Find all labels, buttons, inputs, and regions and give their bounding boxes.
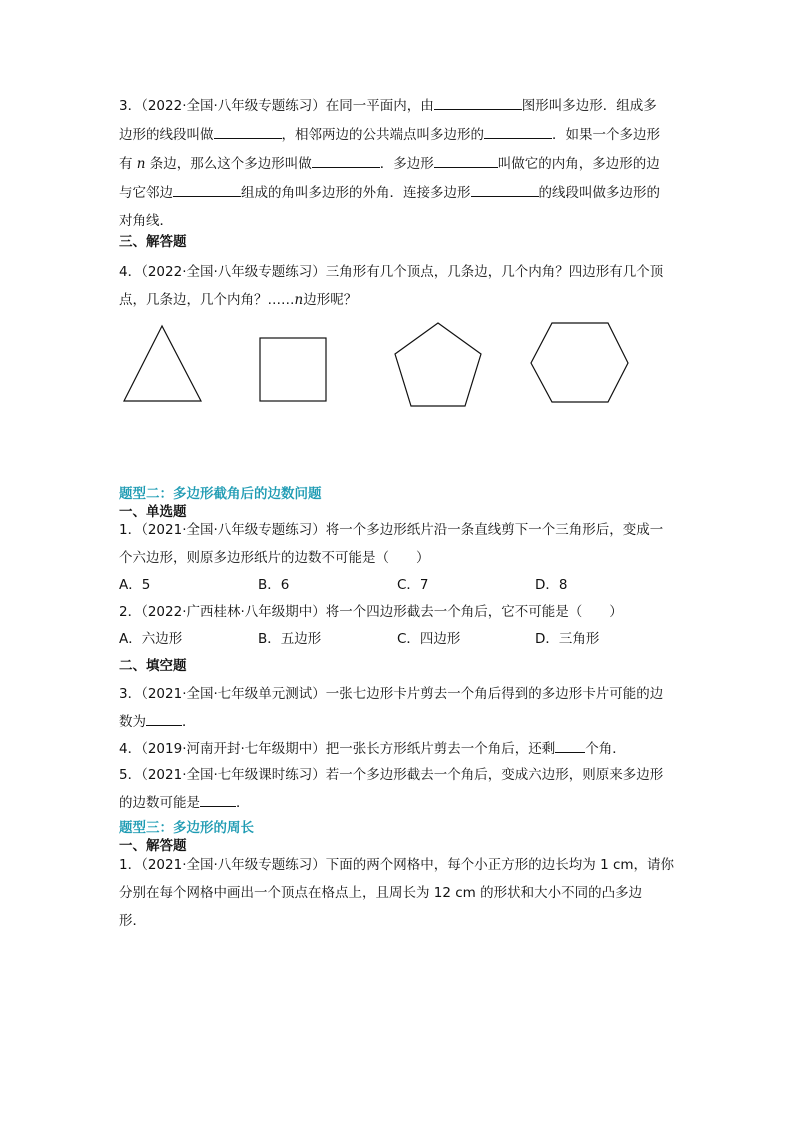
t2q5-line-1: 5．（2021·全国·七年级课时练习）若一个多边形截去一个角后，变成六边形，则原来多边形 (119, 767, 664, 783)
pentagon-icon (395, 323, 481, 406)
t2q5-text: ． (236, 795, 250, 811)
hexagon-icon (531, 323, 628, 402)
section-heading: 三、解答题 (119, 234, 187, 250)
section-heading: 一、单选题 (119, 504, 187, 520)
t2q5-line-2 (119, 792, 250, 813)
q3-text: ．多边形 (379, 156, 434, 172)
q3-text: 叫做它的内角，多边形的边 (497, 156, 660, 172)
t3q1-line-2: 分别在每个网格中画出一个顶点在格点上，且周长为 12 cm 的形状和大小不同的凸多边 (119, 885, 643, 901)
triangle-icon (124, 326, 201, 401)
square-icon (260, 338, 326, 401)
t2q4-text: 个角． (585, 741, 626, 757)
option-d[interactable]: D．三角形 (535, 631, 600, 647)
q3-text: 条边，那么这个多边形叫做 (149, 156, 312, 172)
option-b[interactable]: B．6 (258, 577, 290, 593)
option-a[interactable]: A．六边形 (119, 631, 183, 647)
t2q5-text: 的边数可能是 (119, 795, 200, 811)
q3-text: 组成的角叫多边形的外角．连接多边形 (241, 185, 471, 201)
option-d[interactable]: D．8 (535, 577, 568, 593)
q4-line-1: 4．（2022·全国·八年级专题练习）三角形有几个顶点，几条边，几个内角？四边形有几个顶 (119, 264, 664, 280)
t2q4-line (119, 738, 626, 759)
t2q1-line-1: 1．（2021·全国·八年级专题练习）将一个多边形纸片沿一条直线剪下一个三角形后，变成一 (119, 522, 664, 538)
q3-text: ．如果一个多边形 (552, 127, 660, 143)
t2q2-line-1: 2．（2022·广西桂林·八年级期中）将一个四边形截去一个角后，它不可能是（ ） (119, 604, 623, 620)
topic-heading: 题型二：多边形截角后的边数问题 (119, 486, 322, 502)
q3-text: 3．（2022·全国·八年级专题练习）在同一平面内，由 (119, 98, 434, 114)
t3q1-line-1: 1．（2021·全国·八年级专题练习）下面的两个网格中，每个小正方形的边长均为 1 cm，请你 (119, 857, 675, 873)
answer-blank[interactable] (555, 738, 585, 753)
section-heading: 一、解答题 (119, 838, 187, 854)
q4-text: 点，几条边，几个内角？…… (119, 292, 295, 308)
t2q1-line-2: 个六边形，则原多边形纸片的边数不可能是（ ） (119, 550, 430, 566)
section-heading: 二、填空题 (119, 658, 187, 674)
option-b[interactable]: B．五边形 (258, 631, 322, 647)
variable-n: n (294, 292, 304, 308)
answer-blank[interactable] (200, 792, 236, 807)
variable-n: n (136, 156, 146, 172)
polygon-figures (0, 0, 794, 420)
q3-text: 有 (119, 156, 133, 172)
t3q1-line-3: 形． (119, 913, 146, 929)
q4-text: 边形呢？ (303, 292, 358, 308)
topic-heading: 题型三：多边形的周长 (119, 820, 254, 836)
option-c[interactable]: C．7 (397, 577, 429, 593)
answer-blank[interactable] (146, 711, 182, 726)
t2q3-text: ． (182, 714, 196, 730)
t2q3-text: 数为 (119, 714, 146, 730)
t2q3-line-2 (119, 711, 196, 732)
q3-text: 对角线． (119, 213, 173, 229)
option-a[interactable]: A．5 (119, 577, 151, 593)
t2q4-text: 4．（2019·河南开封·七年级期中）把一张长方形纸片剪去一个角后，还剩 (119, 741, 556, 757)
q3-text: ，相邻两边的公共端点叫多边形的 (281, 127, 484, 143)
q3-text: 与它邻边 (119, 185, 173, 201)
q3-text: 的线段叫做多边形的 (538, 185, 660, 201)
t2q3-line-1: 3．（2021·全国·七年级单元测试）一张七边形卡片剪去一个角后得到的多边形卡片可能的边 (119, 686, 664, 702)
q3-text: 图形叫多边形．组成多 (521, 98, 657, 114)
option-c[interactable]: C．四边形 (397, 631, 461, 647)
q3-text: 边形的线段叫做 (119, 127, 214, 143)
